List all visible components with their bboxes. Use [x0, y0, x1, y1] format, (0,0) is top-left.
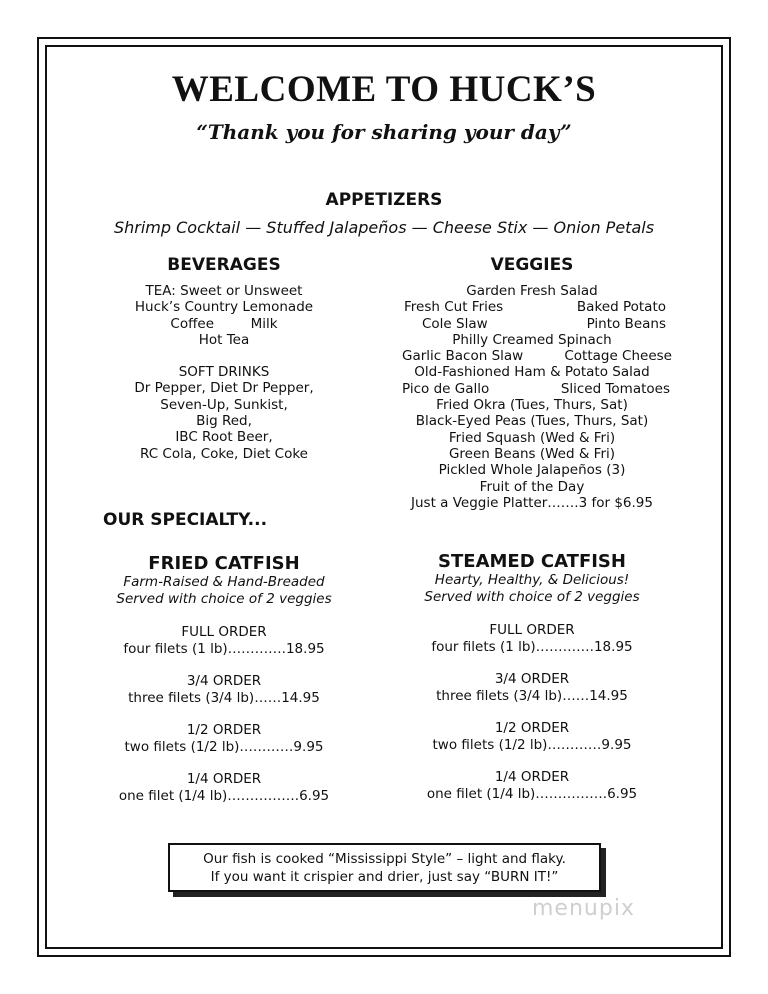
steamed-catfish-veggies-note: Served with choice of 2 veggies	[424, 589, 640, 605]
order-size: 1/2 ORDER	[494, 720, 570, 736]
veggies-heading: VEGGIES	[490, 255, 574, 275]
veggie-row: Fried Okra (Tues, Thurs, Sat)	[436, 397, 628, 414]
menu-title: WELCOME TO HUCK’S	[171, 69, 597, 110]
veggie-row: Black-Eyed Peas (Tues, Thurs, Sat)	[415, 413, 649, 430]
veggie-row	[392, 316, 672, 332]
order-detail: four filets (1 lb)………….18.95	[123, 640, 325, 657]
veggie-row	[392, 381, 672, 397]
veggie-row: Pickled Whole Jalapeños (3)	[438, 462, 626, 479]
veggie-row	[392, 348, 672, 364]
steamed-catfish-section	[392, 551, 672, 802]
fried-order-half	[84, 722, 364, 755]
steamed-catfish-heading: STEAMED CATFISH	[438, 551, 626, 572]
beverage-coffee-milk	[84, 316, 364, 332]
order-detail: one filet (1/4 lb)…………….6.95	[426, 785, 638, 802]
order-detail: three filets (3/4 lb)……14.95	[436, 687, 628, 704]
order-detail: three filets (3/4 lb)……14.95	[128, 689, 320, 706]
veggie-platter: Just a Veggie Platter…….3 for $6.95	[411, 494, 653, 511]
beverage-lemonade: Huck’s Country Lemonade	[134, 299, 314, 316]
veggie-row: Old-Fashioned Ham & Potato Salad	[414, 364, 650, 381]
appetizers-heading: APPETIZERS	[325, 190, 443, 210]
order-size: FULL ORDER	[181, 624, 267, 640]
beverages-section	[84, 255, 364, 462]
soft-drink-line: RC Cola, Coke, Diet Coke	[140, 445, 308, 462]
order-size: 1/2 ORDER	[186, 722, 262, 738]
veggie-item: Pico de Gallo	[402, 380, 490, 397]
beverage-coffee: Coffee	[170, 315, 215, 332]
veggie-item: Cole Slaw	[422, 315, 488, 332]
order-size: 1/4 ORDER	[186, 771, 262, 787]
veggie-item: Sliced Tomatoes	[560, 380, 670, 397]
soft-drink-line: Seven-Up, Sunkist,	[160, 396, 288, 413]
fried-order-quarter	[84, 771, 364, 804]
fried-order-three-quarter	[84, 673, 364, 706]
fried-catfish-veggies-note: Served with choice of 2 veggies	[116, 591, 332, 607]
menupix-watermark: menupix	[532, 896, 635, 921]
veggie-row	[392, 299, 672, 315]
veggie-item: Cottage Cheese	[564, 348, 672, 365]
beverage-tea: TEA: Sweet or Unsweet	[145, 283, 303, 299]
veggie-item: Fresh Cut Fries	[404, 299, 504, 316]
order-size: 3/4 ORDER	[494, 671, 570, 687]
veggie-item: Garlic Bacon Slaw	[402, 348, 524, 365]
order-detail: two filets (1/2 lb)…………9.95	[124, 738, 324, 755]
fried-catfish-desc: Farm-Raised & Hand-Breaded	[123, 574, 325, 590]
veggie-item: Pinto Beans	[586, 315, 666, 332]
order-detail: one filet (1/4 lb)…………….6.95	[118, 787, 330, 804]
fried-catfish-heading: FRIED CATFISH	[148, 553, 300, 574]
steamed-catfish-desc: Hearty, Healthy, & Delicious!	[434, 572, 630, 588]
soft-drink-line: Big Red,	[196, 413, 252, 430]
soft-drinks-heading: SOFT DRINKS	[178, 364, 270, 381]
steamed-order-quarter	[392, 769, 672, 802]
specialty-heading: OUR SPECIALTY...	[103, 510, 268, 530]
steamed-order-full	[392, 622, 672, 655]
order-detail: four filets (1 lb)………….18.95	[431, 638, 633, 655]
beverage-milk: Milk	[250, 315, 278, 332]
veggie-row: Fried Squash (Wed & Fri)	[448, 429, 616, 446]
menu-tagline: “Thank you for sharing your day”	[196, 120, 572, 144]
note-line: Our fish is cooked “Mississippi Style” – light and flaky.	[203, 851, 566, 867]
beverage-hot-tea: Hot Tea	[198, 331, 250, 348]
fried-order-full	[84, 624, 364, 657]
soft-drink-line: Dr Pepper, Diet Dr Pepper,	[134, 380, 314, 397]
appetizers-items: Shrimp Cocktail — Stuffed Jalapeños — Cheese Stix — Onion Petals	[113, 218, 655, 237]
veggie-row: Philly Creamed Spinach	[452, 331, 612, 348]
order-detail: two filets (1/2 lb)…………9.95	[432, 736, 632, 753]
veggie-item: Baked Potato	[576, 299, 666, 316]
soft-drink-line: IBC Root Beer,	[175, 429, 273, 446]
veggies-section	[392, 255, 672, 511]
veggie-row: Fruit of the Day	[479, 478, 585, 495]
beverages-heading: BEVERAGES	[167, 255, 281, 275]
veggie-row: Garden Fresh Salad	[466, 283, 598, 299]
order-size: 1/4 ORDER	[494, 769, 570, 785]
cooking-style-note	[168, 843, 601, 892]
note-line: If you want it crispier and drier, just say “BURN IT!”	[210, 869, 559, 885]
steamed-order-three-quarter	[392, 671, 672, 704]
veggie-row: Green Beans (Wed & Fri)	[448, 445, 616, 462]
steamed-order-half	[392, 720, 672, 753]
order-size: FULL ORDER	[489, 622, 575, 638]
order-size: 3/4 ORDER	[186, 673, 262, 689]
fried-catfish-section	[84, 553, 364, 804]
